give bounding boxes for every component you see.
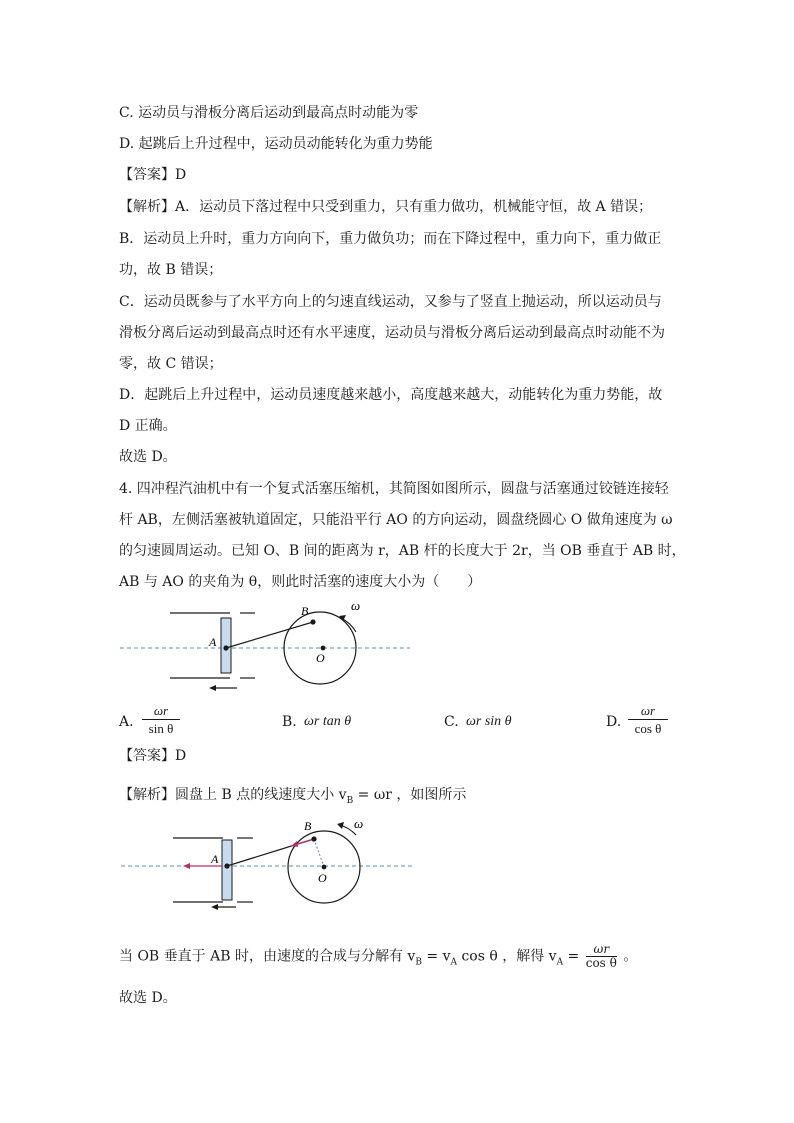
analysis-4: 【解析】圆盘上 B 点的线速度大小 $v_B = \omega r$ ，如图所示 (119, 787, 467, 806)
label-a-2: A (211, 852, 219, 866)
option-d-denominator: cos θ (628, 719, 668, 737)
option-a-label: A. (119, 714, 134, 730)
ob-dashed-line (314, 839, 324, 867)
answer-4: 【答案】D (119, 748, 187, 764)
label-a: A (209, 635, 217, 649)
analysis-b1: B．运动员上升时，重力方向向下，重力做负功；而在下降过程中，重力向下，重力做正 (119, 231, 662, 247)
option-c-text: C. 运动员与滑板分离后运动到最高点时动能为零 (119, 105, 419, 121)
option-a-numerator: ωr (153, 703, 169, 718)
option-b-label: B. (282, 714, 297, 730)
label-omega: ω (351, 598, 361, 613)
option-d-label: D. (606, 714, 622, 730)
conclusion: 当 OB 垂直于 AB 时，由速度的合成与分解有 $v_B = v_A$ cos θ ，解得 $v_A$ = $\frac{\omega r}{\text{cos θ}}$ 。 (119, 942, 638, 970)
label-o-2: O (318, 871, 327, 885)
analysis-c3: 零，故 C 错误； (119, 356, 223, 372)
analysis-b2: 功，故 B 错误； (119, 262, 223, 278)
left-arrow-icon (209, 685, 216, 691)
label-omega-2: ω (354, 816, 364, 831)
label-b: B (301, 604, 309, 618)
label-b-2: B (304, 819, 312, 833)
conclusion-fraction: $\frac{\omega r}{\text{cos θ}}$ (585, 942, 617, 970)
choose-4: 故选 D。 (119, 990, 177, 1006)
piston-diagram-2 (118, 815, 418, 915)
piston-2 (222, 840, 232, 900)
rod-ab (226, 622, 313, 648)
question-4-line2: 杆 AB，左侧活塞被轨道固定，只能沿平行 AO 的方向运动，圆盘绕圆心 O 做角速度为 ω (119, 512, 673, 528)
option-a-fraction (142, 703, 180, 737)
choose-3: 故选 D。 (119, 449, 177, 465)
analysis-c1: C．运动员既参与了水平方向上的匀速直线运动，又参与了竖直上抛运动，所以运动员与 (119, 294, 662, 310)
option-c-text-2: ωr sin θ (466, 714, 512, 729)
left-arrow-icon-2 (211, 904, 218, 910)
option-b-text: ωr tan θ (304, 714, 352, 729)
answer-3: 【答案】D (119, 167, 187, 183)
option-d-numerator: ωr (640, 703, 656, 718)
analysis-a: 【解析】A．运动员下落过程中只受到重力，只有重力做功，机械能守恒，故 A 错误； (119, 199, 653, 215)
question-4-line1: 4. 四冲程汽油机中有一个复式活塞压缩机，其简图如图所示，圆盘与活塞通过铰链连接轻 (119, 481, 669, 497)
question-4-line3: 的匀速圆周运动。已知 O、B 间的距离为 r，AB 杆的长度大于 2r，当 OB 垂直于 AB 时， (119, 543, 686, 559)
analysis-d1: D．起跳后上升过程中，运动员速度越来越小，高度越来越大，动能转化为重力势能，故 (119, 387, 663, 403)
piston-diagram-1 (115, 596, 415, 696)
option-d-fraction (628, 703, 668, 737)
option-d-text: D. 起跳后上升过程中，运动员动能转化为重力势能 (119, 136, 433, 152)
option-c-label: C. (444, 714, 459, 730)
analysis-d2: D 正确。 (119, 418, 177, 434)
label-o: O (316, 651, 325, 665)
question-4-line4: AB 与 AO 的夹角为 θ，则此时活塞的速度大小为（ ） (119, 574, 482, 590)
analysis-c2: 滑板分离后运动到最高点时还有水平速度，运动员与滑板分离后运动到最高点时动能不为 (119, 325, 665, 341)
option-a-denominator: sin θ (142, 719, 180, 737)
